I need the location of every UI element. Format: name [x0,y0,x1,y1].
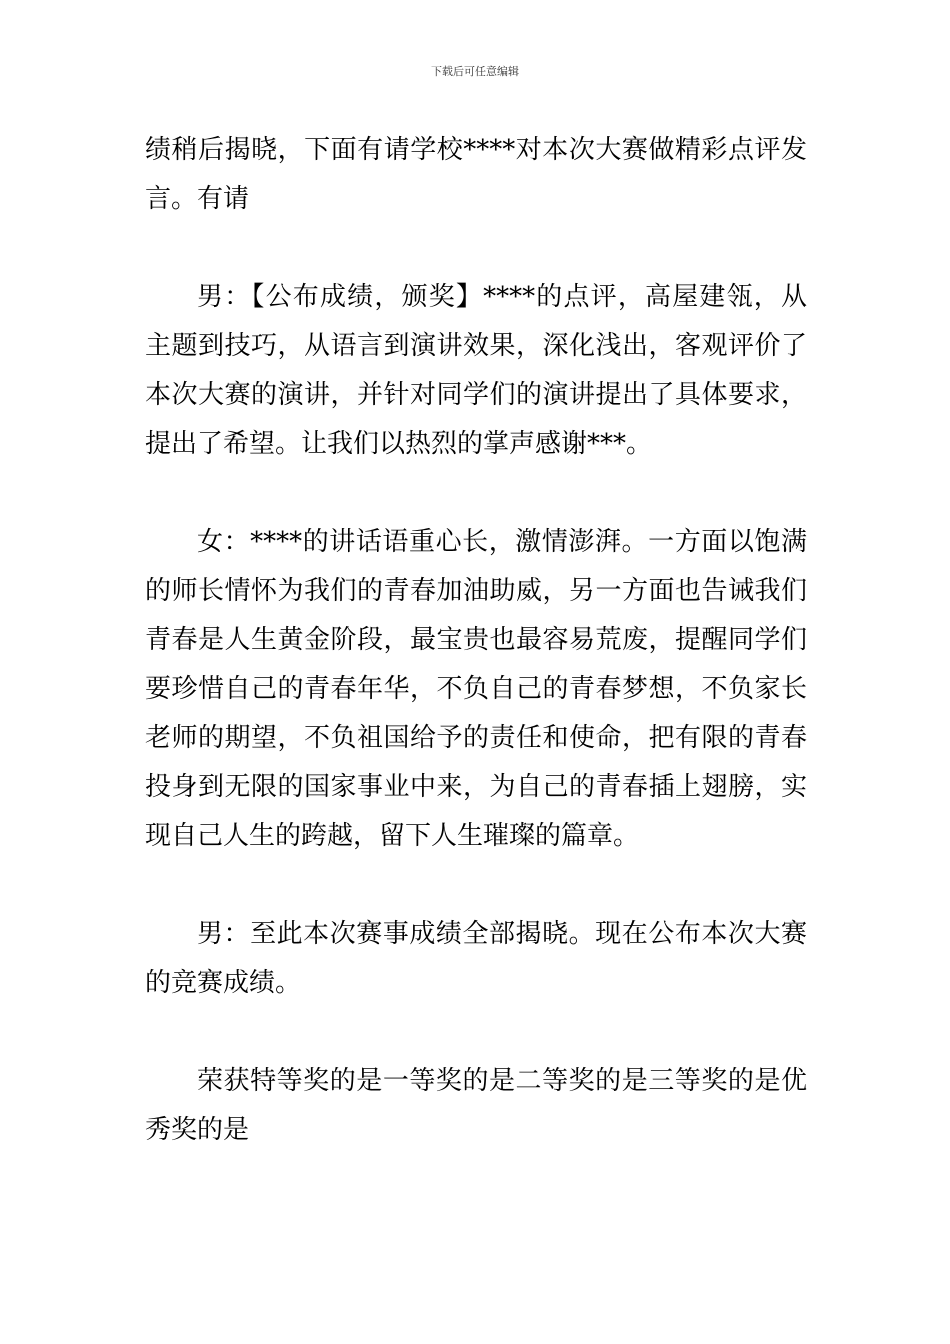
paragraph-male-review: 男：【公布成绩，颁奖】****的点评，高屋建瓴，从主题到技巧，从语言到演讲效果，深化浅出，客观评价了本次大赛的演讲，并针对同学们的演讲提出了具体要求，提出了希望。让我们以热烈的掌声感谢***。 [145,282,807,459]
document-body [145,126,807,1204]
page-header: 下载后可任意编辑 [431,65,519,78]
paragraph-female-speech: 女：****的讲话语重心长，激情澎湃。一方面以饱满的师长情怀为我们的青春加油助威，另一方面也告诫我们青春是人生黄金阶段，最宝贵也最容易荒废，提醒同学们要珍惜自己的青春年华，不负自己的青春梦想，不负家长老师的期望，不负祖国给予的责任和使命，把有限的青春投身到无限的国家事业中来，为自己的青春插上翅膀，实现自己人生的跨越，留下人生璀璨的篇章。 [145,527,807,851]
paragraph-awards: 荣获特等奖的是一等奖的是二等奖的是三等奖的是优秀奖的是 [145,1066,807,1145]
paragraph-intro: 绩稍后揭晓，下面有请学校****对本次大赛做精彩点评发言。有请 [145,135,807,214]
paragraph-male-results: 男：至此本次赛事成绩全部揭晓。现在公布本次大赛的竞赛成绩。 [145,919,807,998]
